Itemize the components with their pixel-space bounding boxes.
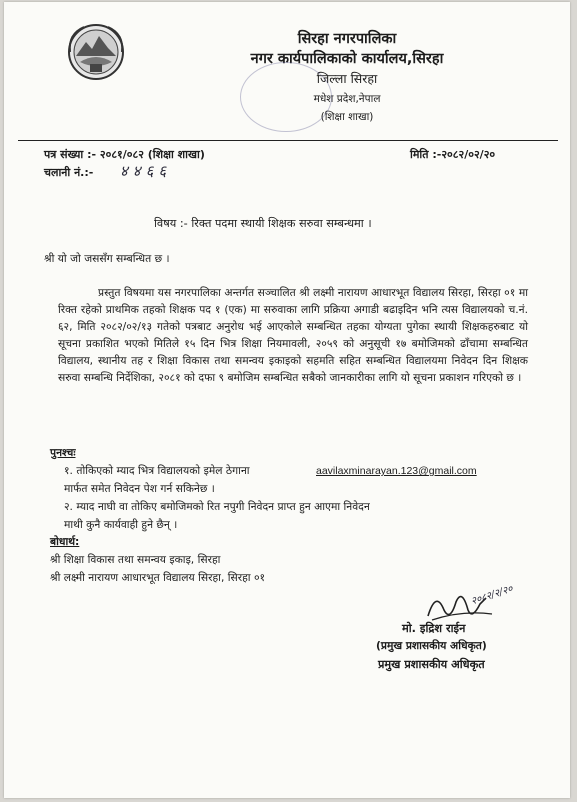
- district-name: जिल्ला सिरहा: [316, 71, 378, 86]
- province-name: मधेश प्रदेश,नेपाल: [313, 93, 381, 105]
- body-paragraph: प्रस्तुत विषयमा यस नगरपालिका अन्तर्गत सञ्चालित श्री लक्ष्मी नारायण आधारभूत विद्यालय सिरहा, सिरहा ०१ मा रिक्त रहेको प्राथमिक तहको शिक्षक पद १ (एक) मा सरुवाका लागि प्रक्रिया अगाडी बढाइदिन भनि त्यस विद्यालयको च.नं. ६२, मिति २०८२/०२/१३ गतेको पत्रबाट अनुरोध भई आएकोले सम्बन्धित तहका योग्यता पुगेका स्थायी शिक्षकहरुबाट यो सूचना प्रकाशित भएको मितिले १५ दिन भित्र शिक्षा नियमावली, २०५९ को अनुसूची १७ बमोजिमको ढाँचामा सम्बन्धित विद्यालय, स्थानीय तह र शिक्षा विकास तथा समन्वय इकाइको सहमति सहित सम्बन्धित विद्यालयमा निवेदन दिन शिक्षक सरुवा सम्बन्धि निर्देशिका, २०८१ को दफा ९ बमोजिम सम्बन्धित सबैको जानकारीका लागि यो सूचना प्रकाशन गरिएको छ ।: [58, 286, 528, 384]
- header-divider: [18, 140, 558, 141]
- postscript-item-2-cont: माथी कुनै कार्यवाही हुने छैन् ।: [64, 518, 178, 531]
- signatory-title-paren: (प्रमुख प्रशासकीय अधिकृत): [376, 639, 487, 652]
- postscript-item-1: १. तोकिएको म्याद भित्र विद्यालयको इमेल ठेगाना: [64, 464, 250, 477]
- cc-heading: बोधार्थ:: [50, 535, 80, 548]
- municipality-name: सिरहा नगरपालिका: [297, 31, 397, 47]
- cc-line-2: श्री लक्ष्मी नारायण आधारभूत विद्यालय सिरहा, सिरहा ०१: [50, 571, 266, 584]
- signatory-title: प्रमुख प्रशासकीय अधिकृत: [378, 658, 485, 671]
- signature-date: २०८२/२/२०: [469, 583, 515, 608]
- postscript-heading: पुनश्चः: [50, 446, 76, 459]
- salutation: श्री यो जो जससँग सम्बन्धित छ ।: [44, 252, 170, 265]
- school-email: aavilaxminarayan.123@gmail.com: [316, 465, 477, 477]
- postscript-item-1-cont: मार्फत समेत निवेदन पेश गर्न सकिनेछ ।: [64, 482, 215, 495]
- cc-line-1: श्री शिक्षा विकास तथा समन्वय इकाइ, सिरहा: [50, 553, 221, 566]
- letter-page: [4, 2, 570, 798]
- dispatch-number: ४४६६: [120, 162, 172, 180]
- postscript-item-2: २. म्याद नाघी वा तोकिए बमोजिमको रित नपुगी निवेदन प्राप्त हुन आएमा निवेदन: [64, 500, 370, 513]
- section-name: (शिक्षा शाखा): [320, 111, 374, 123]
- office-stamp: [240, 62, 332, 132]
- signatory-name: मो. इद्रिश राईन: [402, 622, 466, 635]
- letter-date: मिति :-२०८२/०२/२०: [410, 148, 496, 161]
- dispatch-label: चलानी नं.:-: [44, 166, 94, 179]
- reference-number: पत्र संख्या :- २०८१/०८२ (शिक्षा शाखा): [44, 148, 205, 161]
- subject-line: विषय :- रिक्त पदमा स्थायी शिक्षक सरुवा सम्बन्धमा ।: [154, 217, 372, 230]
- office-name: नगर कार्यपालिकाको कार्यालय,सिरहा: [250, 51, 444, 67]
